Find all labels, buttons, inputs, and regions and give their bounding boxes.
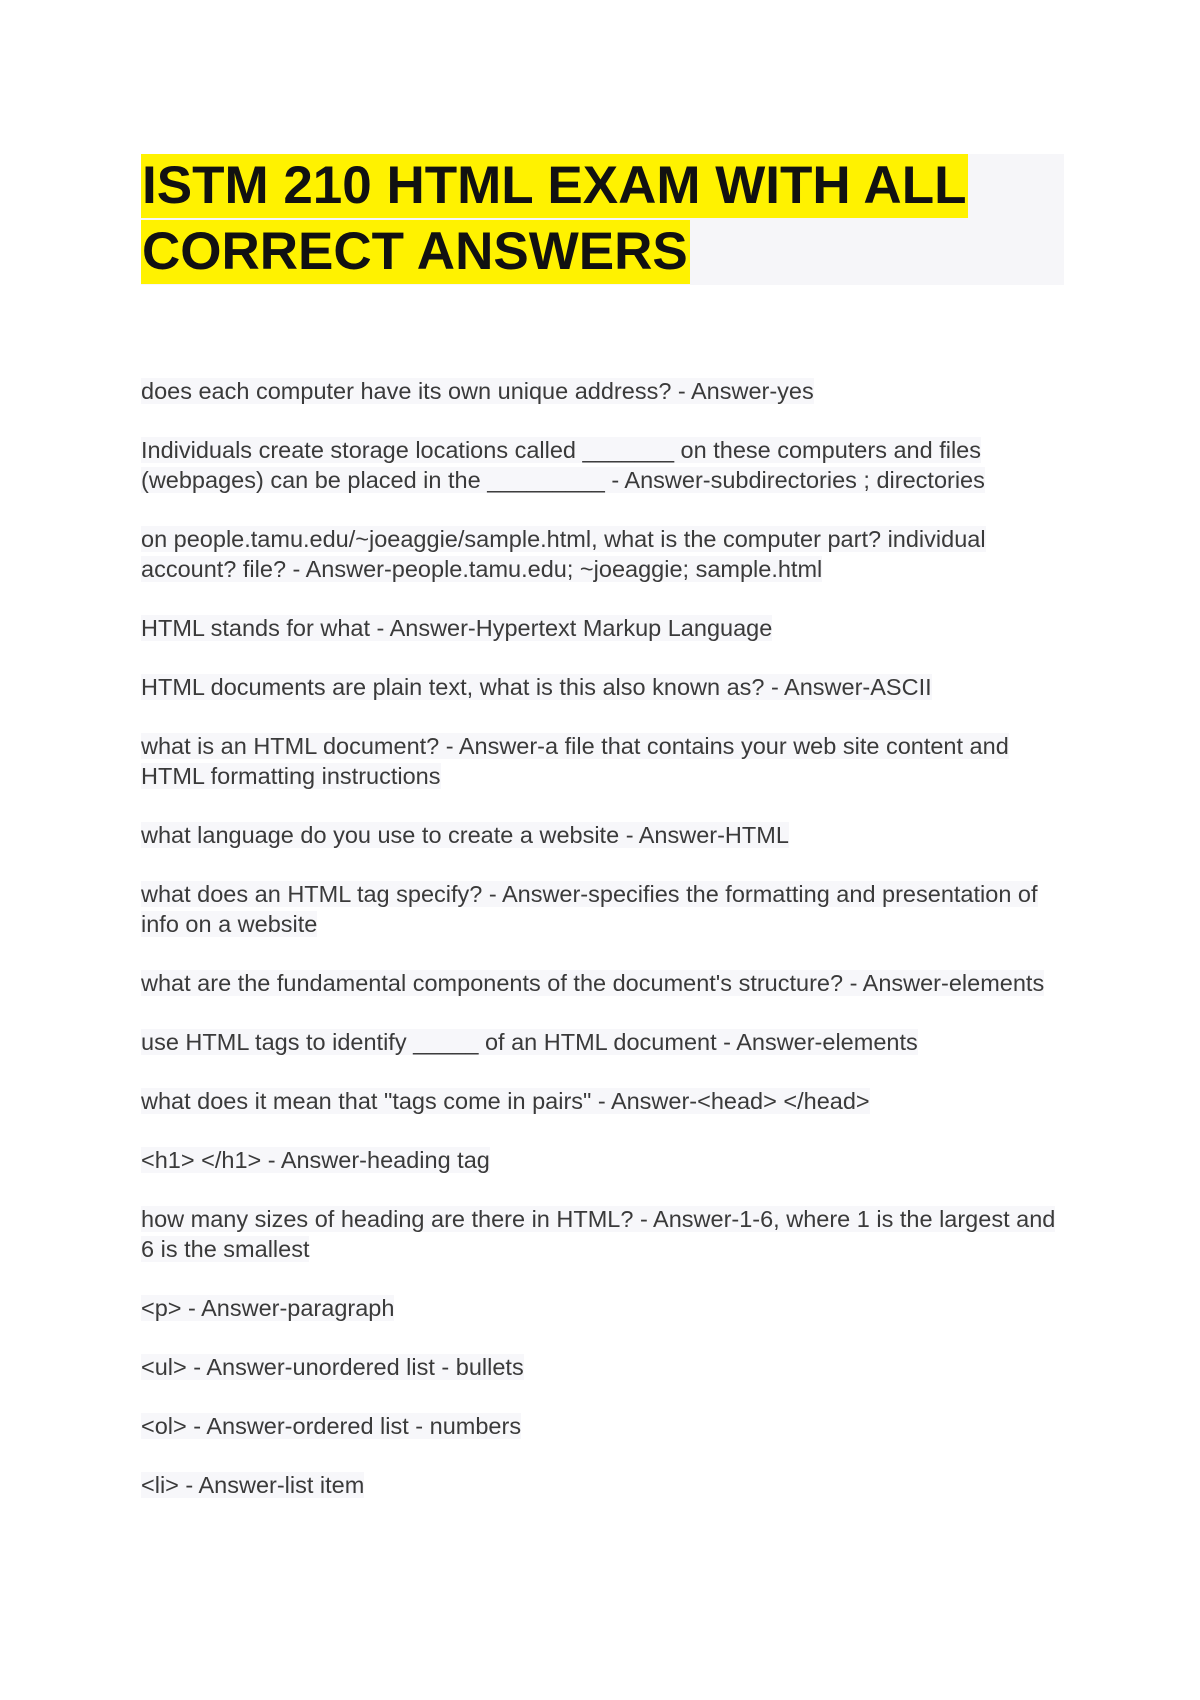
- qa-text: what does an HTML tag specify? - Answer-specifies the formatting and presentation of info on a website: [141, 881, 1038, 937]
- qa-item: [141, 1411, 1071, 1441]
- qa-item: [141, 376, 1071, 406]
- qa-item: [141, 524, 1071, 584]
- qa-item: [141, 435, 1071, 495]
- qa-text: <p> - Answer-paragraph: [141, 1295, 395, 1321]
- document-title-line-1: ISTM 210 HTML EXAM WITH ALL: [141, 154, 968, 218]
- qa-item: [141, 1293, 1071, 1323]
- qa-text: what is an HTML document? - Answer-a file that contains your web site content and HTML formatting instructions: [141, 733, 1009, 789]
- qa-text: <h1> </h1> - Answer-heading tag: [141, 1147, 490, 1173]
- qa-item: [141, 968, 1071, 998]
- qa-item: [141, 613, 1071, 643]
- qa-item: [141, 1352, 1071, 1382]
- qa-item: [141, 1086, 1071, 1116]
- qa-item: [141, 820, 1071, 850]
- qa-item: [141, 1470, 1071, 1500]
- qa-list: [141, 376, 1071, 1529]
- qa-item: [141, 1204, 1071, 1264]
- document-title-line-2: CORRECT ANSWERS: [141, 220, 690, 284]
- qa-item: [141, 1145, 1071, 1175]
- qa-text: how many sizes of heading are there in HTML? - Answer-1-6, where 1 is the largest and 6 is the smallest: [141, 1206, 1056, 1262]
- qa-text: HTML documents are plain text, what is this also known as? - Answer-ASCII: [141, 674, 932, 700]
- qa-text: Individuals create storage locations called _______ on these computers and files (webpages) can be placed in the _________ - Answer-subdirectories ; directories: [141, 437, 985, 493]
- qa-text: what are the fundamental components of the document's structure? - Answer-elements: [141, 970, 1045, 996]
- qa-item: [141, 879, 1071, 939]
- qa-text: <ul> - Answer-unordered list - bullets: [141, 1354, 524, 1380]
- qa-text: on people.tamu.edu/~joeaggie/sample.html, what is the computer part? individual account? file? - Answer-people.tamu.edu; ~joeaggie; sample.html: [141, 526, 986, 582]
- qa-text: what language do you use to create a website - Answer-HTML: [141, 822, 789, 848]
- qa-text: HTML stands for what - Answer-Hypertext Markup Language: [141, 615, 773, 641]
- qa-item: [141, 1027, 1071, 1057]
- qa-item: [141, 672, 1071, 702]
- qa-text: what does it mean that "tags come in pairs" - Answer-<head> </head>: [141, 1088, 870, 1114]
- qa-text: does each computer have its own unique address? - Answer-yes: [141, 378, 814, 404]
- qa-item: [141, 731, 1071, 791]
- qa-text: <li> - Answer-list item: [141, 1472, 365, 1498]
- qa-text: use HTML tags to identify _____ of an HTML document - Answer-elements: [141, 1029, 918, 1055]
- qa-text: <ol> - Answer-ordered list - numbers: [141, 1413, 522, 1439]
